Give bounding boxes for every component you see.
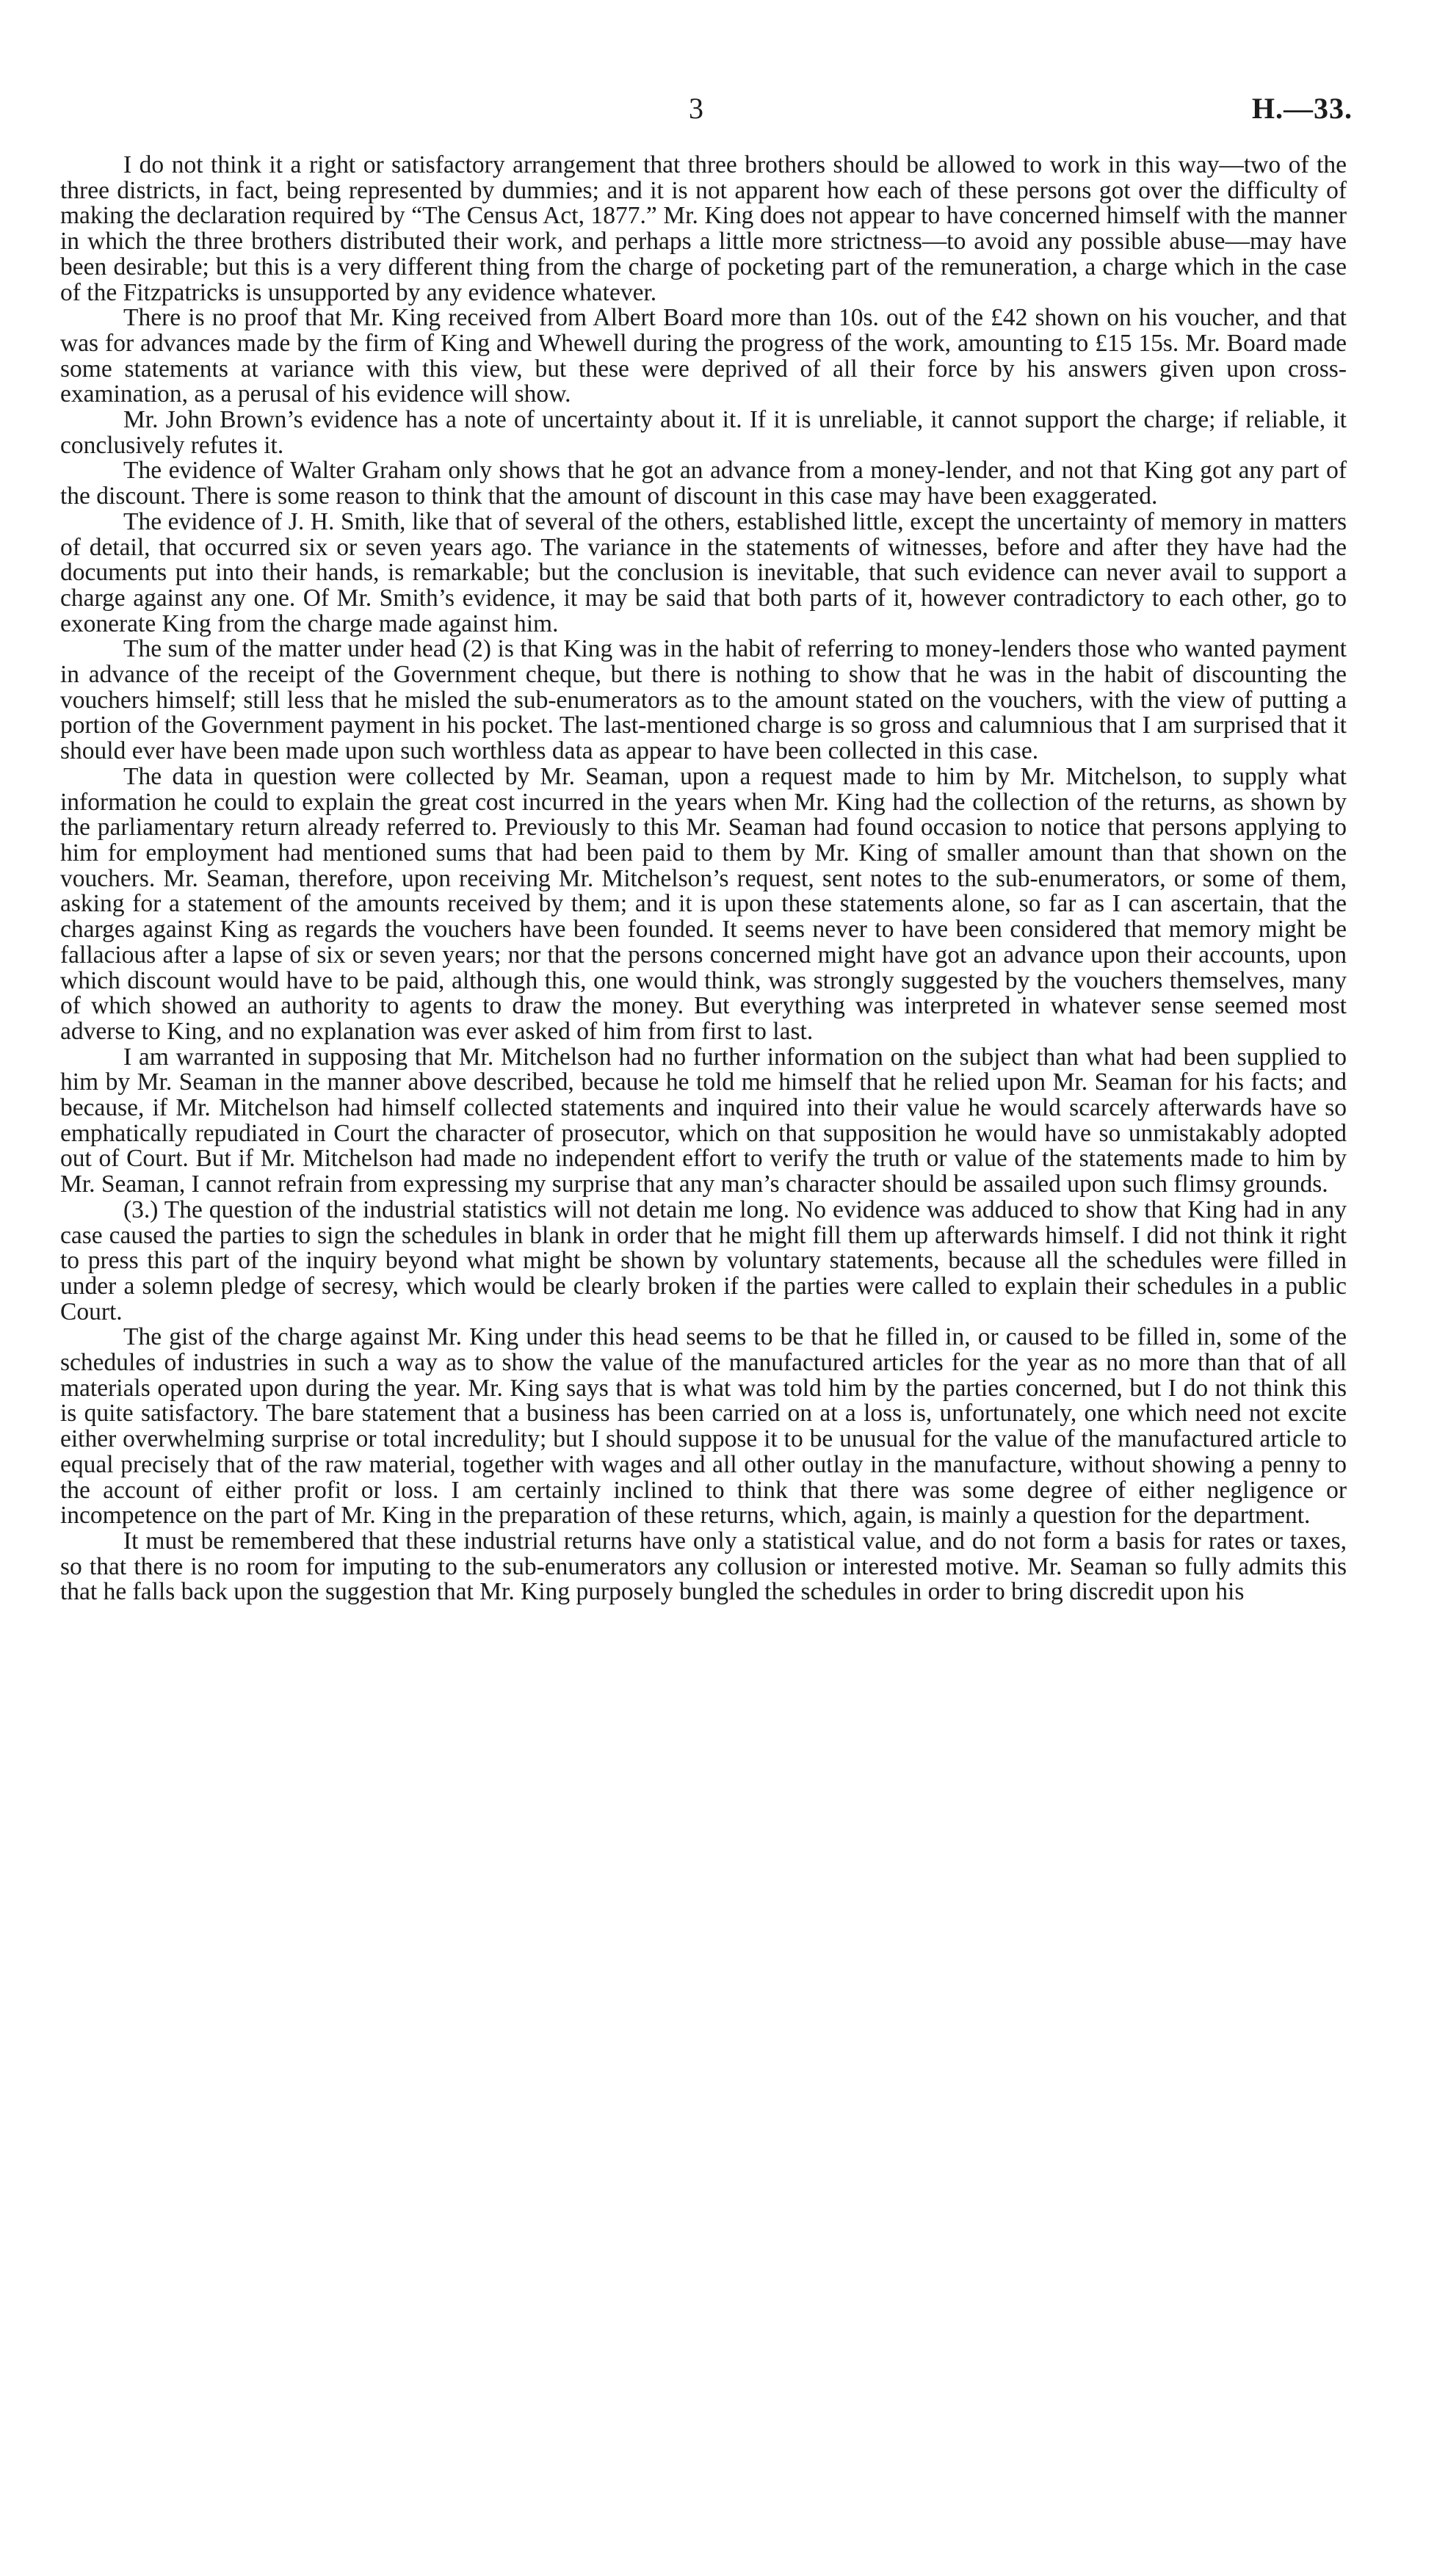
paragraph-albert-board: There is no proof that Mr. King received from Albert Board more than 10s. out of the £42 shown on his voucher, and that was for advances made by the firm of King and Whewell during the progress of the work, amounting to £15 15s. Mr. Board made some statements at variance with this view, but these were deprived of all their force by his answers given upon cross-examination, as a perusal of his evidence will show. [60,304,1347,408]
body-text [60,153,1347,1605]
paragraph-jh-smith: The evidence of J. H. Smith, like that of several of the others, established little, except the uncertainty of memory in matters of detail, that occurred six or seven years ago. The variance in the statements of witnesses, before and after they have had the documents put into their hands, is remarkable; but the conclusion is inevitable, that such evidence can never avail to support a charge against any one. Of Mr. Smith’s evidence, it may be said that both parts of it, however contradictory to each other, go to exonerate King from the charge made against him. [60,507,1347,637]
paragraph-industrial-statistics: (3.) The question of the industrial statistics will not detain me long. No evidence was adduced to show that King had in any case caused the parties to sign the schedules in blank in order that he might fill them up afterwards himself. I did not think it right to press this part of the inquiry beyond what might be shown by voluntary statements, because all the schedules were filled in under a solemn pledge of secresy, which would be clearly broken if the parties were called to explain their schedules in a public Court. [60,1195,1347,1325]
paragraph-head-2-summary: The sum of the matter under head (2) is that King was in the habit of referring to money-lenders those who wanted payment in advance of the receipt of the Government cheque, but there is nothing to show that he was in the habit of discounting the vouchers himself; still less that he misled the sub-enumerators as to the amount stated on the vouchers, with the view of putting a portion of the Government payment in his pocket. The last-mentioned charge is so gross and calumnious that I am surprised that it should ever have been made upon such worthless data as appear to have been collected in this case. [60,635,1347,765]
paragraph-industrial-returns: It must be remembered that these industrial returns have only a statistical value, and do not form a basis for rates or taxes, so that there is no room for imputing to the sub-enumerators any collusion or interested motive. Mr. Seaman so fully admits this that he falls back upon the suggestion that Mr. King purposely bungled the schedules in order to bring discredit upon his [60,1527,1347,1606]
paragraph-brothers-arrangement: I do not think it a right or satisfactory arrangement that three brothers should be allowed to work in this way—two of the three districts, in fact, being represented by dummies; and it is not apparent how each of these persons got over the difficulty of making the declaration required by “The Census Act, 1877.” Mr. King does not appear to have concerned himself with the manner in which the three brothers distributed their work, and perhaps a little more strictness—to avoid any possible abuse—may have been desirable; but this is a very different thing from the charge of pocketing part of the remuneration, a charge which in the case of the Fitzpatricks is unsupported by any evidence whatever. [60,151,1347,306]
page-reference: H.—33. [1251,92,1353,125]
page-header [0,87,1448,131]
paragraph-data-collection: The data in question were collected by Mr. Seaman, upon a request made to him by Mr. Mitchelson, to supply what information he could to explain the great cost incurred in the years when Mr. King had the collection of the returns, as shown by the parliamentary return already referred to. Previously to this Mr. Seaman had found occasion to notice that persons applying to him for employment had mentioned sums that had been paid to them by Mr. King of smaller amount than that shown on the vouchers. Mr. Seaman, therefore, upon receiving Mr. Mitchelson’s request, sent notes to the sub-enumerators, or some of them, asking for a statement of the amounts received by them; and it is upon these statements alone, so far as I can ascertain, that the charges against King as regards the vouchers have been founded. It seems never to have been considered that memory might be fallacious after a lapse of six or seven years; nor that the persons concerned might have got an advance upon their accounts, upon which discount would have to be paid, although this, one would think, was strongly suggested by the vouchers themselves, many of which showed an authority to agents to draw the money. But everything was interpreted in whatever sense seemed most adverse to King, and no explanation was ever asked of him from first to last. [60,762,1347,1045]
paragraph-mitchelson: I am warranted in supposing that Mr. Mitchelson had no further information on the subject than what had been supplied to him by Mr. Seaman in the manner above described, because he told me himself that he relied upon Mr. Seaman for his facts; and because, if Mr. Mitchelson had himself collected statements and inquired into their value he would scarcely afterwards have so emphatically repudiated in Court the character of prosecutor, which on that supposition he would have so unmistakably adopted out of Court. But if Mr. Mitchelson had made no independent effort to verify the truth or value of the statements made to him by Mr. Seaman, I cannot refrain from expressing my surprise that any man’s character should be assailed upon such flimsy grounds. [60,1043,1347,1198]
paragraph-gist-of-charge: The gist of the charge against Mr. King under this head seems to be that he filled in, or caused to be filled in, some of the schedules of industries in such a way as to show the value of the manufactured articles for the year as no more than that of all materials operated upon during the year. Mr. King says that is what was told him by the parties concerned, but I do not think this is quite satisfactory. The bare statement that a business has been carried on at a loss is, unfortunately, one which need not excite either overwhelming surprise or total incredulity; but I should suppose it to be unusual for the value of the manufactured article to equal precisely that of the raw material, together with wages and all other outlay in the manufacture, without showing a penny to the account of either profit or loss. I am certainly inclined to think that there was some degree of either negligence or incompetence on the part of Mr. King in the preparation of these returns, which, again, is mainly a question for the department. [60,1323,1347,1530]
page-number: 3 [689,92,703,125]
paragraph-john-brown: Mr. John Brown’s evidence has a note of uncertainty about it. If it is unreliable, it cannot support the charge; if reliable, it conclusively refutes it. [60,406,1347,459]
paragraph-walter-graham: The evidence of Walter Graham only shows that he got an advance from a money-lender, and not that King got any part of the discount. There is some reason to think that the amount of discount in this case may have been exaggerated. [60,457,1347,510]
